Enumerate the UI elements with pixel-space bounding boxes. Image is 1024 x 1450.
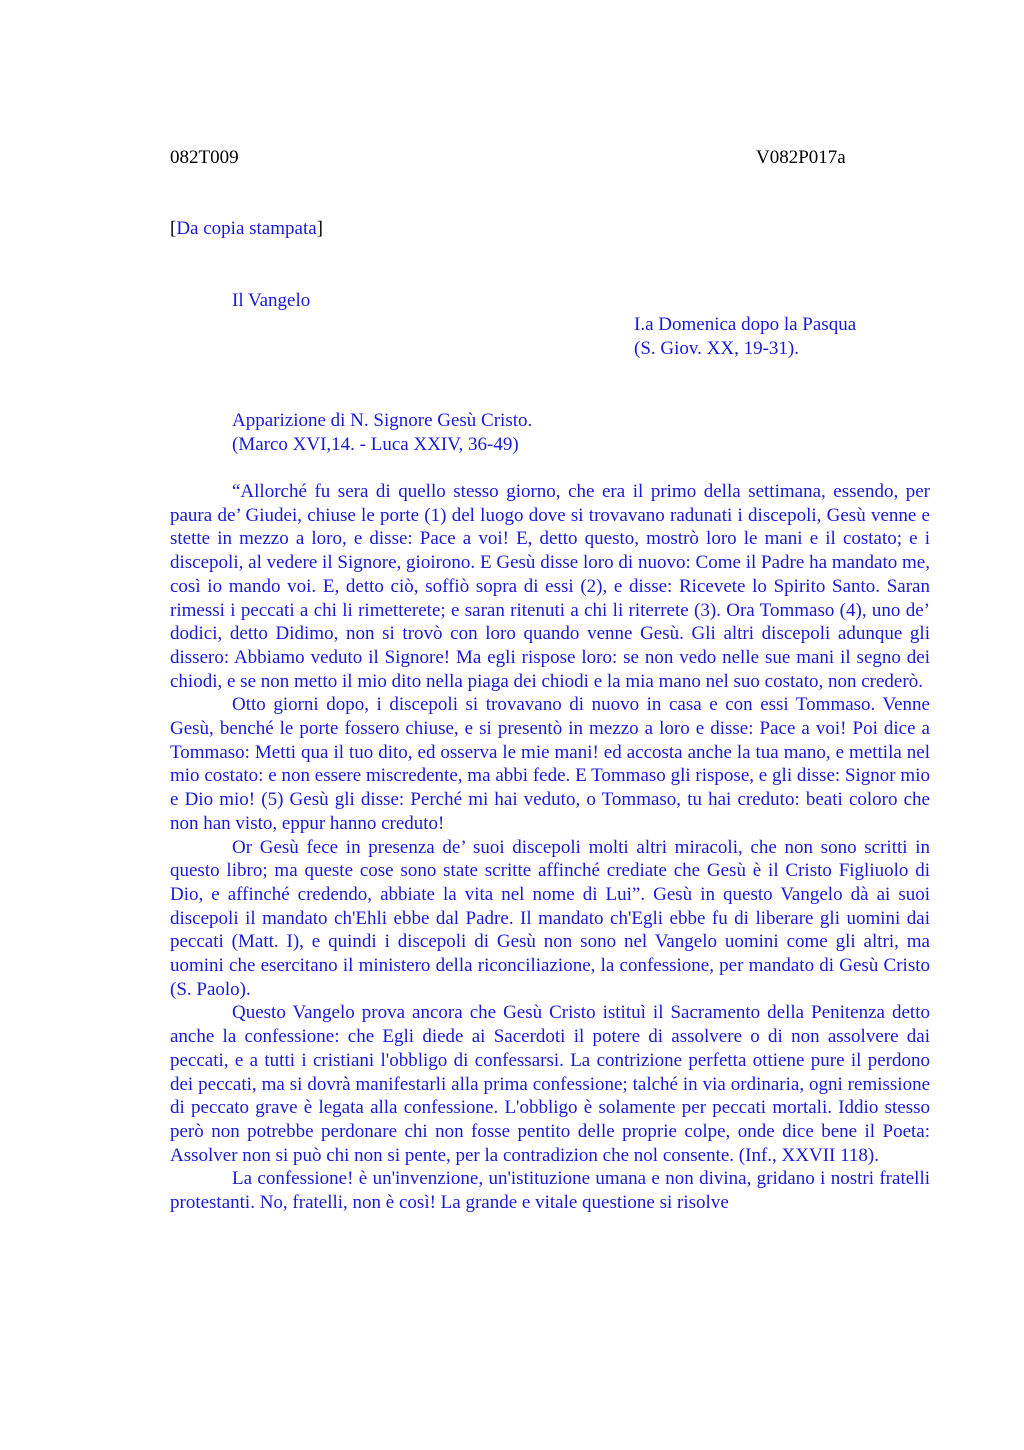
sunday-label: I.a Domenica dopo la Pasqua <box>634 314 857 335</box>
paragraph-4: Questo Vangelo prova ancora che Gesù Cristo istituì il Sacramento della Penitenza detto anche la confessione: che Egli diede ai Sacerdoti il potere di assolvere o di non assolvere dai peccati, e a tutti i cristiani l'obbligo di confessarsi. La contrizione perfetta ottiene pure il perdono dei peccati, ma si dovrà manifestarli alla prima confessione; talché in via ordinaria, ogni remissione di peccato grave è legata alla confessione. L'obbligo è solamente per peccati mortali. Iddio stesso però non potrebbe perdonare chi non fosse pentito delle proprie colpe, onde dice bene il Poeta: Assolver non si può chi non si pente, per la contradizion che nol consente. (Inf., XXVII 118). <box>170 1002 930 1166</box>
apparition-citation: (Marco XVI,14. - Luca XXIV, 36-49) <box>232 434 519 455</box>
source-note <box>170 218 323 240</box>
gospel-citation: (S. Giov. XX, 19-31). <box>634 338 800 359</box>
section-title: Il Vangelo <box>232 290 311 311</box>
document-code-right: V082P017a <box>756 147 846 168</box>
apparition-title: Apparizione di N. Signore Gesù Cristo. <box>232 410 533 431</box>
source-note-close-bracket: ] <box>316 218 323 239</box>
source-note-text: Da copia stampata <box>176 218 317 239</box>
paragraph-1: “Allorché fu sera di quello stesso giorno, che era il primo della settimana, essendo, per paura de’ Giudei, chiuse le porte (1) del luogo dove si trovavano radunati i discepoli, Gesù venne e stette in mezzo a loro, e disse: Pace a voi! E, detto questo, mostrò loro le mani e il costato; e i discepoli, al vedere il Signore, gioirono. E Gesù disse loro di nuovo: Come il Padre ha mandato me, così io mando voi. E, detto ciò, soffiò sopra di essi (2), e disse: Ricevete lo Spirito Santo. Saran rimessi i peccati a chi li rimetterete; e saran ritenuti a chi li riterrete (3). Ora Tommaso (4), uno de’ dodici, detto Didimo, non si trovò con loro quando venne Gesù. Gli altri discepoli adunque gli dissero: Abbiamo veduto il Signore! Ma egli rispose loro: se non vedo nelle sue mani il segno dei chiodi, e se non metto il mio dito nella piaga dei chiodi e la mia mano nel suo costato, non crederò. <box>170 481 930 692</box>
document-code-left: 082T009 <box>170 147 239 168</box>
source-note-open-bracket: [ <box>170 218 177 239</box>
liturgical-reference <box>634 313 856 361</box>
paragraph-5: La confessione! è un'invenzione, un'istituzione umana e non divina, gridano i nostri fratelli protestanti. No, fratelli, non è così! La grande e vitale questione si risolve <box>170 1168 930 1214</box>
body-text <box>170 480 930 1215</box>
paragraph-3: Or Gesù fece in presenza de’ suoi discepoli molti altri miracoli, che non sono scritti in questo libro; ma queste cose sono state scritte affinché crediate che Gesù è il Cristo Figliuolo di Dio, e affinché credendo, abbiate la vita nel nome di Lui”. Gesù in questo Vangelo dà ai suoi discepoli il mandato ch'Ehli ebbe dal Padre. Il mandato ch'Egli ebbe fu di liberare gli uomini dai peccati (Matt. I), e quindi i discepoli di Gesù non sono nel Vangelo uomini come gli altri, ma uomini che esercitano il ministero della riconciliazione, la confessione, per mandato di Gesù Cristo (S. Paolo). <box>170 836 930 1000</box>
paragraph-2: Otto giorni dopo, i discepoli si trovavano di nuovo in casa e con essi Tommaso. Venne Gesù, benché le porte fossero chiuse, e si presentò in mezzo a loro e disse: Pace a voi! Poi dice a Tommaso: Metti qua il tuo dito, ed osserva le mie mani! ed accosta anche la tua mano, e mettila nel mio costato: e non essere miscredente, ma abbi fede. E Tommaso gli rispose, e gli disse: Signor mio e Dio mio! (5) Gesù gli disse: Perché mi hai veduto, o Tommaso, tu hai creduto: beati coloro che non han visto, eppur hanno creduto! <box>170 694 930 834</box>
apparition-heading <box>232 409 532 457</box>
